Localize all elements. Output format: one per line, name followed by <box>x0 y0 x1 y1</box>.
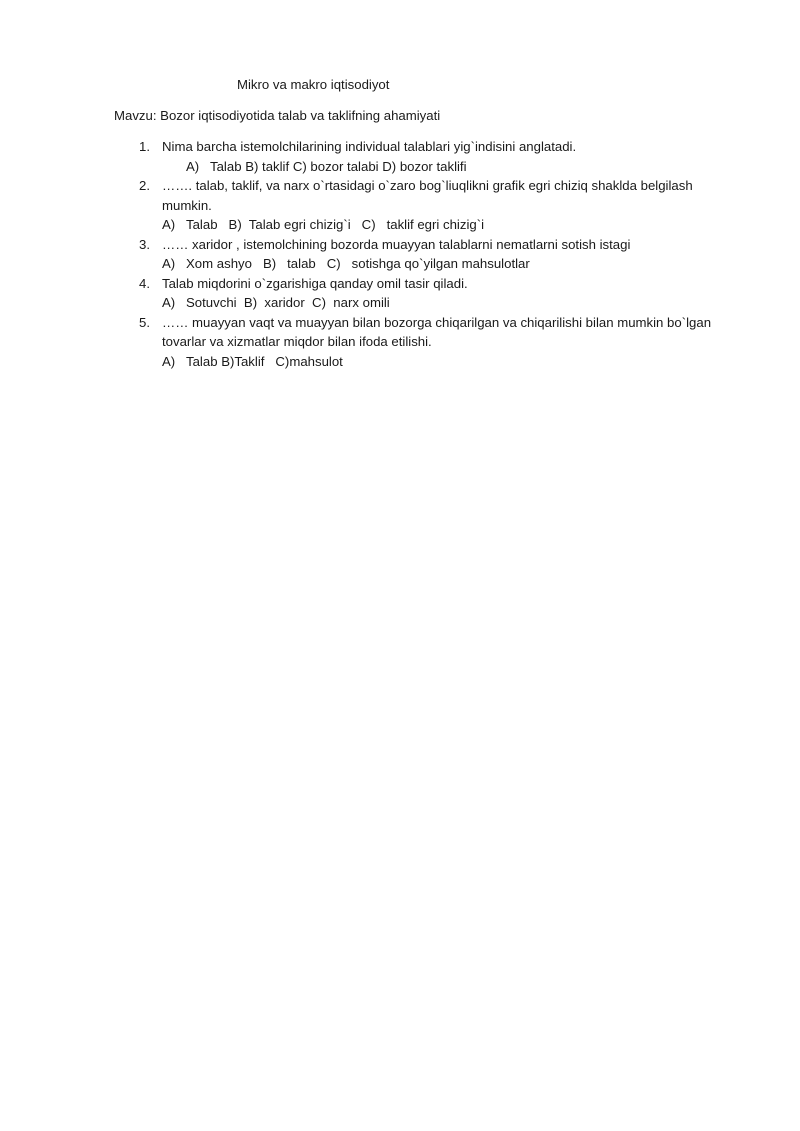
question-item <box>139 274 739 313</box>
answer-options <box>139 157 739 177</box>
question-text: …… muayyan vaqt va muayyan bilan bozorga chiqarilgan va chiqarilishi bilan mumkin bo`lgan tovarlar va xizmatlar miqdor bilan ifoda etilishi. <box>162 314 712 349</box>
answer-options <box>139 352 739 372</box>
answer-letter: A) <box>162 256 176 271</box>
question-item <box>139 137 739 176</box>
question-item <box>139 313 739 372</box>
question-text: …… xaridor , istemolchining bozorda muayyan talablarni nematlarni sotish istagi <box>162 236 631 252</box>
answer-letter: A) <box>162 353 176 369</box>
answer-options <box>139 293 739 313</box>
answer-text: Talab B) Talab egri chizig`i C) taklif egri chizig`i <box>186 217 485 232</box>
question-number: 4. <box>139 275 150 291</box>
answer-options <box>139 254 739 274</box>
answer-text: Talab B)Taklif C)mahsulot <box>186 353 343 369</box>
question-item <box>139 176 739 235</box>
question-text: Nima barcha istemolchilarining individual talablari yig`indisini anglatadi. <box>162 139 577 154</box>
answer-text: Talab B) taklif C) bozor talabi D) bozor taklifi <box>210 158 467 174</box>
question-number: 5. <box>139 314 150 330</box>
question-number: 2. <box>139 178 150 193</box>
question-item <box>139 235 739 274</box>
answer-options <box>139 215 739 235</box>
answer-letter: A) <box>162 217 176 232</box>
question-list <box>139 137 739 371</box>
answer-letter: A) <box>186 158 200 174</box>
question-number: 3. <box>139 236 150 252</box>
answer-text: Sotuvchi B) xaridor C) narx omili <box>186 295 390 310</box>
answer-text: Xom ashyo B) talab C) sotishga qo`yilgan mahsulotlar <box>186 256 530 271</box>
question-number: 1. <box>139 139 150 154</box>
document-title: Mikro va makro iqtisodiyot <box>237 77 390 92</box>
document-topic: Mavzu: Bozor iqtisodiyotida talab va taklifning ahamiyati <box>114 108 441 123</box>
answer-letter: A) <box>162 295 176 310</box>
question-text: Talab miqdorini o`zgarishiga qanday omil tasir qiladi. <box>162 275 468 291</box>
question-text: ……. talab, taklif, va narx o`rtasidagi o`zaro bog`liuqlikni grafik egri chiziq shaklda belgilash mumkin. <box>162 178 693 213</box>
